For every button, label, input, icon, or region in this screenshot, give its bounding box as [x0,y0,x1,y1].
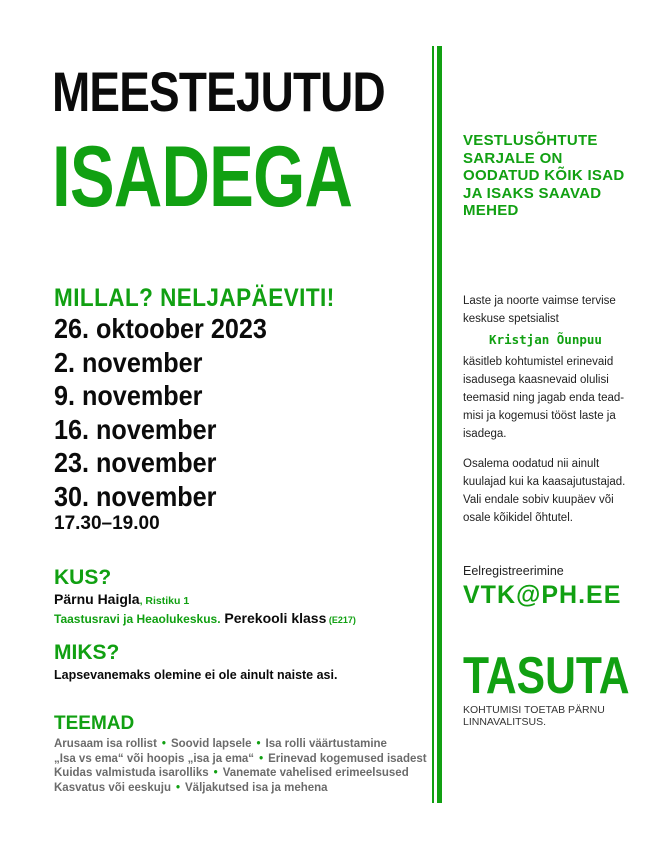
topic-item: Erinevad kogemused isadest [268,752,427,765]
topic-item: Arusaam isa rollist [54,738,157,750]
topics-heading: TEEMAD [54,713,135,734]
title-line-2: ISADEGA [52,129,353,225]
topic-item: Vanemate vahelised erimeelsused [222,767,409,779]
divider-line [432,46,434,803]
specialist-name: Kristjan Õunpuu [489,332,602,347]
topic-item: Soovid lapsele [170,738,252,750]
why-text: Lapsevanemaks olemine ei ole ainult naiste asi. [54,668,338,682]
topic-item: Kuidas valmistuda isarolliks [54,767,209,779]
registration-label: Eelregistreerimine [463,564,564,578]
date-item: 16. november [54,413,217,445]
topic-item: Isa rolli väärtustamine [265,738,387,750]
bullet-icon: • [256,738,261,750]
date-item: 23. november [54,447,217,478]
topic-item: Kasvatus või eeskuju [54,781,171,794]
date-item: 2. november [54,346,203,378]
room-line [54,609,356,629]
topic-line [54,737,424,752]
topic-line [54,766,424,781]
attendance-info [463,455,633,527]
event-time: 17.30–19.00 [54,513,160,534]
attendance-text: Osalema oodatud nii ainult kuulajad kui ka kaasajutustajad. [463,458,626,488]
title-line-1: MEESTEJUTUD [52,60,385,123]
support-note: KOHTUMISI TOETAB PÄRNU LINNAVALITSUS. [463,704,605,728]
room-name: Perekooli klass [220,610,327,626]
specialist-intro: Laste ja noorte vaimse tervise keskuse spetsialist [463,295,616,325]
topic-item: Väljakutsed isa ja mehena [185,781,328,794]
topic-line [54,752,427,767]
place-address: , Ristiku 1 [139,595,190,607]
specialist-description: käsitleb kohtumistel erinevaid isadusega kaasnevaid olulisi teemasid ning jagab enda tead-misi ja kogemusi tööst laste ja isadega. [463,356,625,440]
when-heading: MILLAL? NELJAPÄEVITI! [54,284,335,312]
registration-email: VTK@PH.EE [463,581,622,609]
dates-list [54,312,291,513]
bullet-icon: • [161,738,166,750]
bullet-icon: • [259,752,264,765]
why-heading: MIKS? [54,641,120,664]
topic-item: „Isa vs ema“ või hoopis „isa ja ema“ [54,752,255,765]
topic-line [54,781,424,796]
divider-line [437,46,442,803]
topics-list [54,737,427,795]
free-label: TASUTA [463,647,630,705]
place-name: Pärnu Haigla [54,591,140,607]
date-item: 30. november [54,480,217,512]
place-line [54,590,189,610]
bullet-icon: • [175,781,181,794]
unit-name: Taastusravi ja Heaolukeskus. [54,612,221,626]
sidebar-headline: VESTLUSÕHTUTE SARJALE ON OODATUD KÕIK ISAD JA ISAKS SAAVAD MEHED [463,132,625,219]
where-heading: KUS? [54,566,112,589]
date-item: 9. november [54,380,203,411]
date-item: 26. oktoober 2023 [54,313,267,344]
bullet-icon: • [213,767,218,779]
room-code: (E217) [326,615,356,625]
attendance-text: Vali endale sobiv kuupäev või osale kõikidel õhtutel. [463,494,614,524]
